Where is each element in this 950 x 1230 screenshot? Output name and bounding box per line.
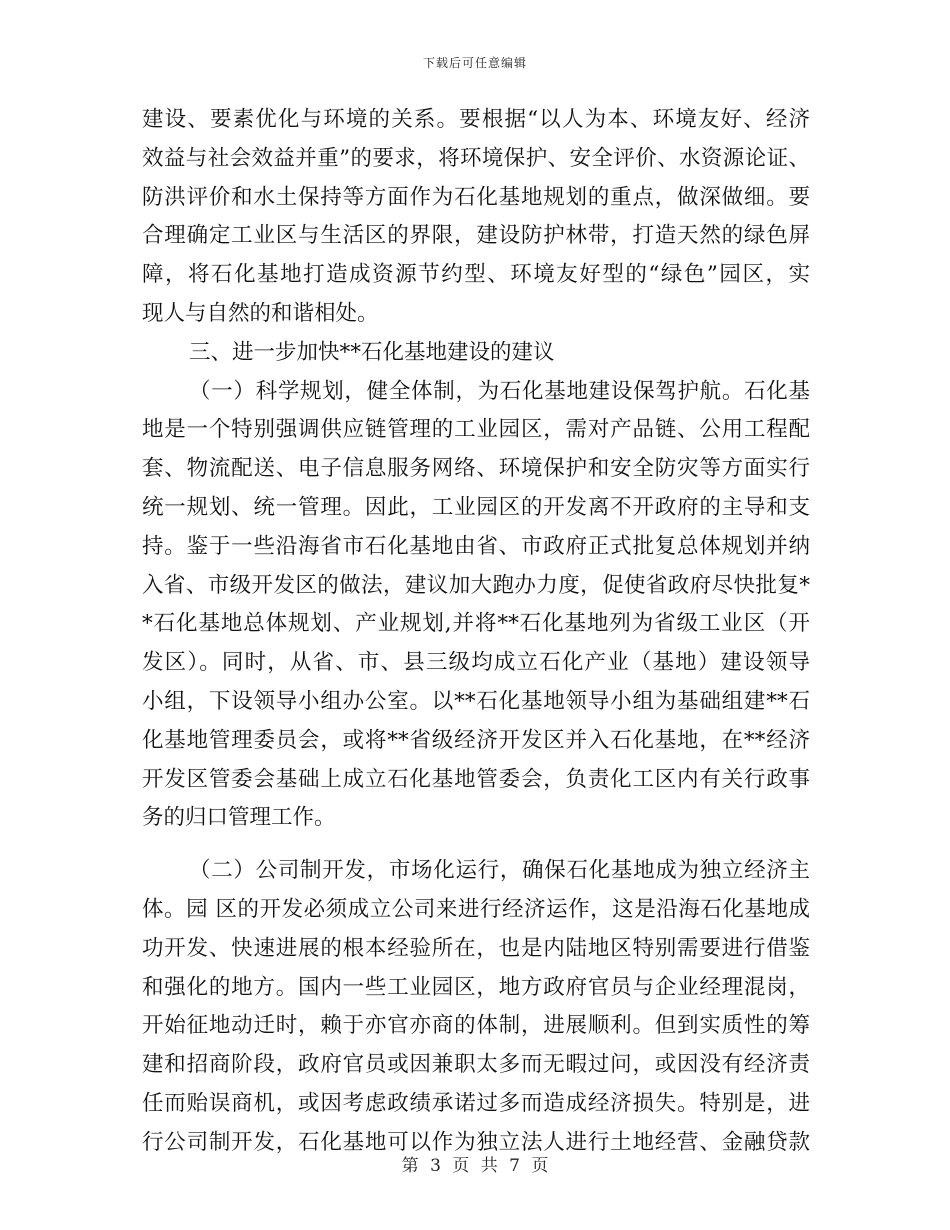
text-line: 合理确定工业区与生活区的界限，建设防护林带，打造天然的绿色屏 — [142, 223, 810, 249]
text-line: 体。园 区的开发必须成立公司来进行经济运作，这是沿海石化基地成 — [142, 896, 810, 922]
text-line: 效益与社会效益并重”的要求，将环境保护、安全评价、水资源论证、 — [142, 145, 810, 171]
text-line: 地是一个特别强调供应链管理的工业园区，需对产品链、公用工程配 — [142, 417, 810, 443]
text-line: 化基地管理委员会，或将**省级经济开发区并入石化基地，在**经济 — [142, 727, 810, 753]
text-line: 行公司制开发，石化基地可以作为独立法人进行土地经营、金融贷款 — [142, 1129, 810, 1155]
text-line: 开发区管委会基础上成立石化基地管委会，负责化工区内有关行政事 — [142, 766, 810, 792]
document-body — [142, 101, 810, 1163]
text-line: 务的归口管理工作。 — [142, 805, 336, 831]
text-line: 统一规划、统一管理。因此，工业园区的开发离不开政府的主导和支 — [142, 494, 810, 520]
section-heading — [142, 334, 810, 373]
text-line: （一）科学规划，健全体制，为石化基地建设保驾护航。石化基 — [189, 378, 810, 404]
text-line: 三、进一步加快**石化基地建设的建议 — [189, 339, 555, 365]
paragraph — [142, 852, 810, 1162]
text-line: *石化基地总体规划、产业规划,并将**石化基地列为省级工业区（开 — [142, 611, 810, 637]
text-line: 套、物流配送、电子信息服务网络、环境保护和安全防灾等方面实行 — [142, 456, 810, 482]
text-line: 防洪评价和水土保持等方面作为石化基地规划的重点，做深做细。要 — [142, 184, 810, 210]
text-line: 功开发、快速进展的根本经验所在，也是内陆地区特别需要进行借鉴 — [142, 935, 810, 961]
text-line: 发区）。同时，从省、市、县三级均成立石化产业（基地）建设领导 — [142, 650, 810, 676]
text-line: 障，将石化基地打造成资源节约型、环境友好型的“绿色”园区，实 — [142, 262, 810, 288]
text-line: （二）公司制开发，市场化运行，确保石化基地成为独立经济主 — [189, 858, 810, 884]
text-line: 小组，下设领导小组办公室。以**石化基地领导小组为基础组建**石 — [142, 688, 810, 714]
text-line: 任而贻误商机，或因考虑政绩承诺过多而造成经济损失。特别是，进 — [142, 1090, 810, 1116]
text-line: 建和招商阶段，政府官员或因兼职太多而无暇过问，或因没有经济责 — [142, 1052, 810, 1078]
text-line: 入省、市级开发区的做法，建议加大跑办力度，促使省政府尽快批复* — [142, 572, 810, 598]
text-line: 建设、要素优化与环境的关系。要根据“以人为本、环境友好、经济 — [142, 107, 810, 132]
paragraph — [142, 373, 810, 839]
text-line: 现人与自然的和谐相处。 — [142, 300, 379, 326]
page-header: 下载后可任意编辑 — [422, 56, 527, 70]
text-line: 开始征地动迁时，赖于亦官亦商的体制，进展顺利。但到实质性的筹 — [142, 1013, 810, 1039]
text-line: 和强化的地方。国内一些工业园区，地方政府官员与企业经理混岗， — [142, 974, 810, 1000]
text-line: 持。鉴于一些沿海省市石化基地由省、市政府正式批复总体规划并纳 — [142, 533, 810, 559]
paragraph — [142, 101, 810, 334]
page-number: 第 3 页 共 7 页 — [401, 1156, 549, 1176]
